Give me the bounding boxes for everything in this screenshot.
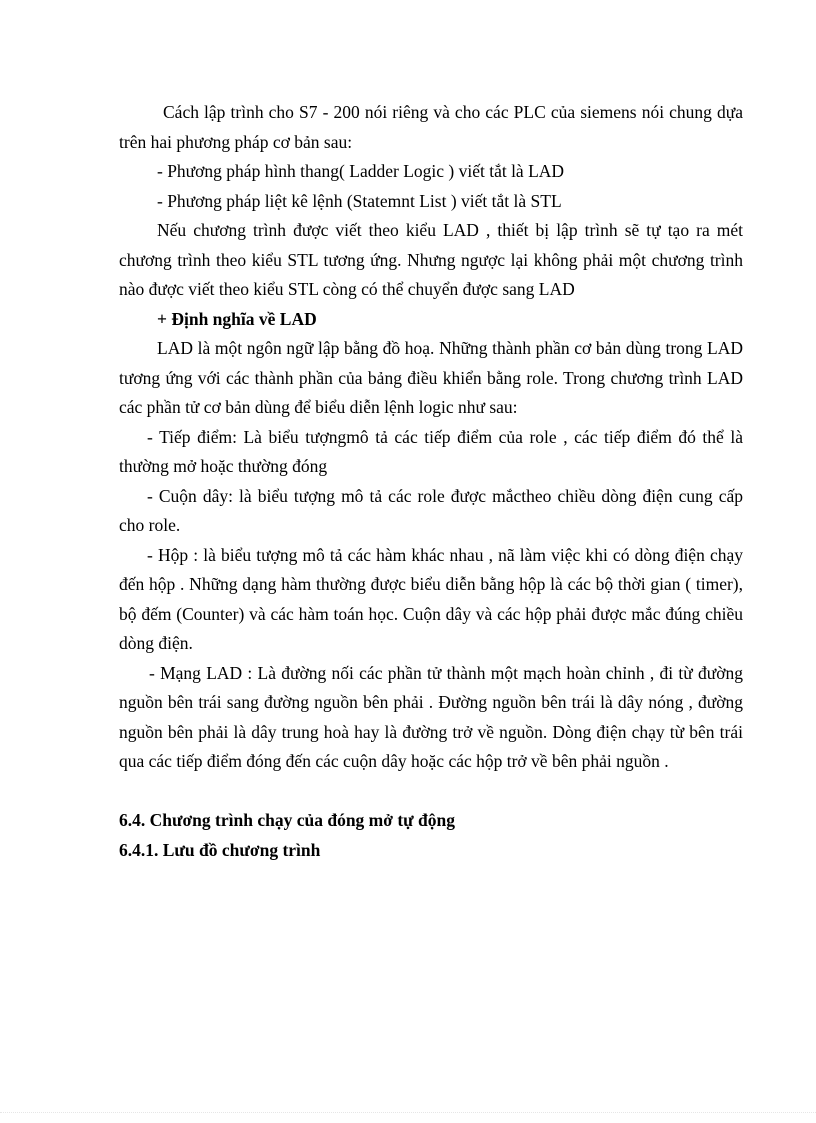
section-spacer [119, 777, 743, 807]
intro-paragraph: Cách lập trình cho S7 - 200 nói riêng và cho các PLC của siemens nói chung dựa trên hai phương pháp cơ bản sau: [119, 102, 743, 152]
lad-definition-heading: + Định nghĩa về LAD [157, 308, 317, 329]
conversion-paragraph: Nếu chương trình được viết theo kiểu LAD , thiết bị lập trình sẽ tự tạo ra mét chương trình theo kiểu STL tương ứng. Nhưng ngược lại không phải một chương trình nào được viết theo kiểu STL còng có thể chuyển được sang LAD [119, 220, 743, 299]
box-item: - Hộp : là biểu tượng mô tả các hàm khác nhau , nã làm việc khi có dòng điện chạy đến hộp . Những dạng hàm thường được biểu diễn bằng hộp là các bộ thời gian ( timer), bộ đếm (Counter) và các hàm toán học. Cuộn dây và các hộp phải được mắc đúng chiều dòng điện. [119, 544, 743, 653]
lad-network-item: - Mạng LAD : Là đường nối các phần tử thành một mạch hoàn chỉnh , đi từ đường nguồn bên trái sang đường nguồn bên phải . Đường nguồn bên trái là dây nóng , đường nguồn bên phải là dây trung hoà hay là đường trở về nguồn. Dòng điện chạy từ bên trái qua các tiếp điểm đóng đến các cuộn dây hoặc các hộp trở về bên phải nguồn . [119, 662, 743, 771]
method-ladder-item: - Phương pháp hình thang( Ladder Logic ) viết tắt là LAD [157, 161, 565, 181]
subsection-heading: 6.4.1. Lưu đồ chương trình [119, 839, 321, 860]
coil-item: - Cuộn dây: là biểu tượng mô tả các role được mắctheo chiều dòng điện cung cấp cho role. [119, 485, 743, 535]
page-bottom-divider [0, 1112, 816, 1113]
method-statement-list-item: - Phương pháp liệt kê lệnh (Statemnt List ) viết tắt là STL [157, 190, 562, 211]
document-page [119, 98, 743, 865]
lad-definition-paragraph: LAD là một ngôn ngữ lập bằng đồ hoạ. Những thành phần cơ bản dùng trong LAD tương ứng với các thành phần của bảng điều khiển bằng role. Trong chương trình LAD các phần tử cơ bản dùng để biểu diễn lệnh logic như sau: [119, 338, 743, 417]
section-heading: 6.4. Chương trình chạy của đóng mở tự động [119, 810, 455, 830]
contact-item: - Tiếp điểm: Là biểu tượngmô tả các tiếp điểm của role , các tiếp điểm đó thể là thường mở hoặc thường đóng [119, 426, 743, 476]
